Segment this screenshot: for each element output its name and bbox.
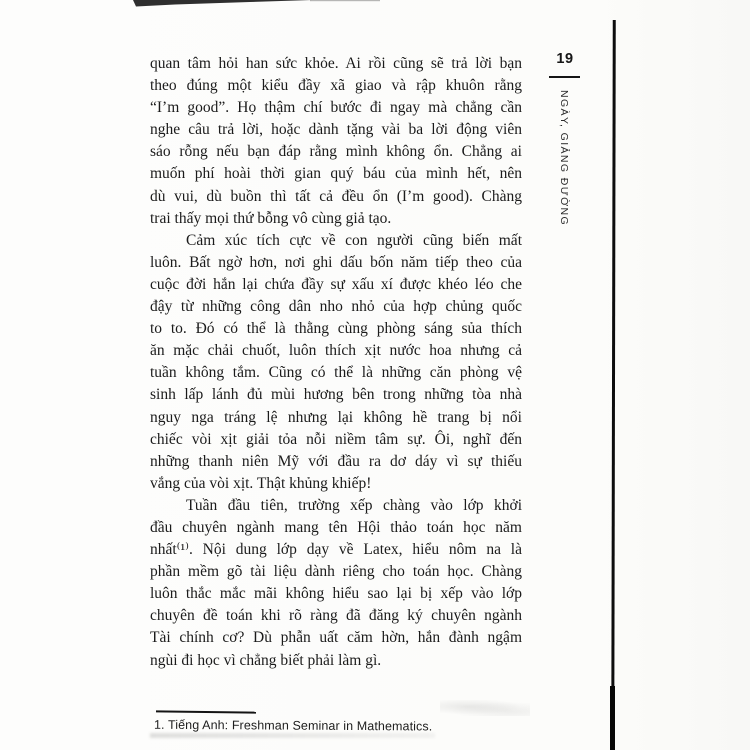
page-number: 19 bbox=[556, 51, 574, 67]
page-right-edge-line-bottom bbox=[610, 686, 615, 750]
text-line: nhất⁽¹⁾. Nội dung lớp dạy về Latex, hiểu nôm na là bbox=[150, 541, 522, 559]
text-line: nguy nga tráng lệ nhưng lại không hề trang bị nổi bbox=[150, 408, 522, 426]
text-line: muốn phí hoài thời gian quý báu của mình hết, nên bbox=[150, 165, 522, 183]
footnote-divider bbox=[156, 710, 256, 713]
text-line: vắng của vòi xịt. Thật khủng khiếp! bbox=[150, 474, 372, 492]
text-line: “I’m good”. Họ thậm chí bước đi ngay mà chẳng cần bbox=[150, 99, 522, 117]
text-line: đầu chuyên ngành mang tên Hội thảo toán học năm bbox=[150, 518, 522, 536]
page-bleedthrough-smudge bbox=[150, 733, 435, 738]
text-line: cuộc đời hắn lại chứa đầy sự xấu xí được khéo léo che bbox=[150, 275, 522, 293]
footnote-text: 1. Tiếng Anh: Freshman Seminar in Mathematics. bbox=[153, 717, 433, 734]
text-line: đậy từ những công dân nho nhỏ của hợp chủng quốc bbox=[150, 298, 522, 316]
paper-smudge bbox=[440, 700, 530, 716]
text-line: chiếc vòi xịt giải tỏa nỗi niềm tâm sự. Ôi, nghĩ đến bbox=[150, 430, 522, 448]
text-line: quan tâm hỏi han sức khỏe. Ai rồi cũng sẽ trả lời bạn bbox=[150, 55, 522, 72]
text-line: phần mềm gõ tài liệu dành riêng cho toán học. Chàng bbox=[150, 563, 522, 581]
text-line: sáo rỗng nếu bạn đáp rằng mình không ổn. Chẳng ai bbox=[150, 143, 522, 161]
text-line: ngùi đi học vì chẳng biết phải làm gì. bbox=[150, 651, 382, 669]
text-line: luôn. Bất ngờ hơn, nơi ghi dấu bốn năm tiếp theo của bbox=[150, 253, 522, 271]
text-line: Cảm xúc tích cực về con người cũng biến mất bbox=[186, 231, 522, 249]
text-line: ăn mặc chải chuốt, luôn thích xịt nước hoa nhưng cả bbox=[150, 342, 522, 360]
body-text-block bbox=[150, 53, 522, 672]
running-head-chapter-title: NGÀY, GIẢNG ĐƯỜNG bbox=[558, 90, 570, 227]
text-line: dù vui, dù buồn thì tất cả đều ổn (I’m good). Chàng bbox=[150, 187, 522, 205]
text-line: to to. Đó có thể là thằng cùng phòng sáng sủa thích bbox=[150, 320, 522, 338]
text-line: Tuần đầu tiên, trường xếp chàng vào lớp khởi bbox=[186, 496, 522, 514]
text-line: nghe câu trả lời, hoặc dành tặng vài ba lời động viên bbox=[150, 121, 522, 139]
text-line: chuyên đề toán khi rõ ràng đã đăng ký chuyên ngành bbox=[150, 607, 522, 625]
text-line: những thanh niên Mỹ với đầu ra dơ dáy vì sự thiếu bbox=[150, 452, 522, 470]
page-right-edge-line bbox=[611, 20, 615, 750]
page-top-edge-shadow bbox=[0, 0, 750, 10]
text-line: sinh lấp lánh đủ mùi hương bên trong những tòa nhà bbox=[150, 386, 522, 404]
text-line: Tài chính cơ? Dù phẫn uất căm hờn, hắn đành ngậm bbox=[150, 629, 522, 647]
text-line: theo đúng một kiểu đầy xã giao và rập khuôn rằng bbox=[150, 77, 522, 95]
page-number-rule bbox=[549, 76, 580, 78]
text-line: trai thấy mọi thứ bỗng vô cùng giả tạo. bbox=[150, 209, 392, 227]
text-line: tuần không tắm. Cũng có thể là những căn phòng vệ bbox=[150, 364, 522, 382]
text-line: luôn thắc mắc mãi không hiểu sao lại bị xếp vào lớp bbox=[150, 585, 522, 603]
